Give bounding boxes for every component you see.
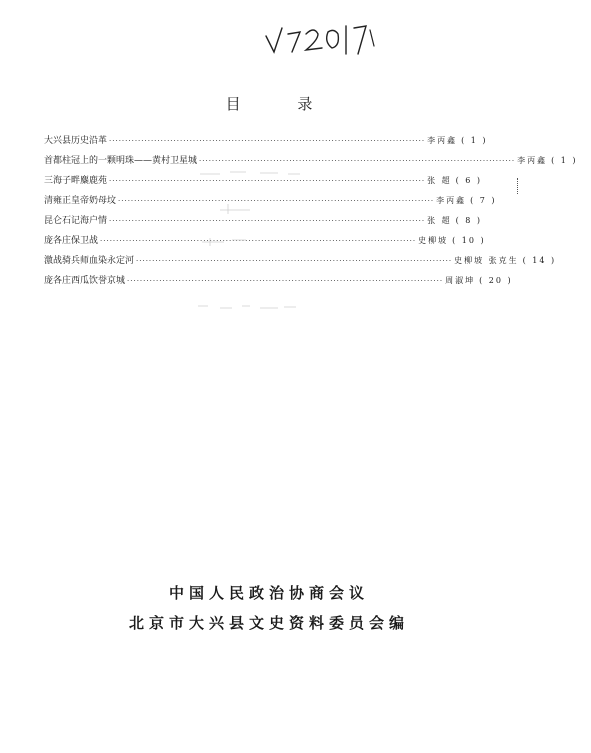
toc-leader-dots: ·································································································· (100, 237, 417, 245)
toc-leader-dots: ·································································································· (118, 197, 435, 205)
toc-leader-dots: ·································································································· (199, 157, 516, 165)
toc-leader-dots: ·································································································· (127, 277, 444, 285)
toc-leader-dots: ·································································································· (109, 177, 426, 185)
toc-entry-page: ( 1 ) (461, 136, 488, 145)
toc-entry (44, 131, 488, 151)
publisher-line-1: 中国人民政治协商会议 (168, 584, 369, 602)
toc-leader-dots: ·································································································· (136, 257, 453, 265)
toc-entry-title: 首都柱冠上的一颗明珠——黄村卫星城 (44, 156, 198, 166)
toc-entry-title: 庞各庄西瓜饮誉京城 (44, 276, 126, 286)
toc-entry-title: 庞各庄保卫战 (44, 236, 99, 246)
toc-entry-author: 史柳坡 张克生 (454, 256, 519, 265)
toc-entry-author: 李丙鑫 (517, 156, 548, 165)
toc-entry-title: 昆仑石记海户情 (44, 216, 108, 226)
toc-entry-author: 周淑坤 (445, 276, 476, 285)
bleed-through-marks (180, 160, 340, 320)
toc-entry-page: ( 14 ) (522, 256, 557, 265)
toc-entry-page: ( 7 ) (470, 196, 497, 205)
toc-entry-page: ( 20 ) (479, 276, 513, 285)
toc-entry-title: 大兴县历史沿革 (44, 136, 108, 146)
toc-entry-author: 李丙鑫 (427, 136, 458, 145)
toc-entry-title: 激战骑兵师血染永定河 (44, 256, 135, 266)
toc-entry-title: 清雍正皇帝奶母坟 (44, 196, 117, 206)
toc-entry-page: ( 6 ) (455, 176, 483, 185)
toc-leader-dots: ·································································································· (109, 137, 426, 145)
toc-entry-title: 三海子畔麋鹿苑 (44, 176, 108, 186)
toc-entry-page: ( 8 ) (455, 216, 483, 225)
toc-entry-author: 史柳坡 (418, 236, 449, 245)
toc-leader-dots: ·································································································· (109, 217, 426, 225)
toc-title: 目 录 (225, 95, 339, 113)
toc-entry-page: ( 10 ) (452, 236, 486, 245)
toc-entry-author: 李丙鑫 (436, 196, 467, 205)
margin-mark (517, 178, 520, 194)
toc-entry-page: ( 1 ) (551, 156, 578, 165)
toc-entry-author: 张 超 (427, 216, 452, 225)
handwritten-catalog-number (262, 18, 382, 60)
publisher-line-2: 北京市大兴县文史资料委员会编 (128, 614, 409, 632)
toc-entry-author: 张 超 (427, 176, 452, 185)
